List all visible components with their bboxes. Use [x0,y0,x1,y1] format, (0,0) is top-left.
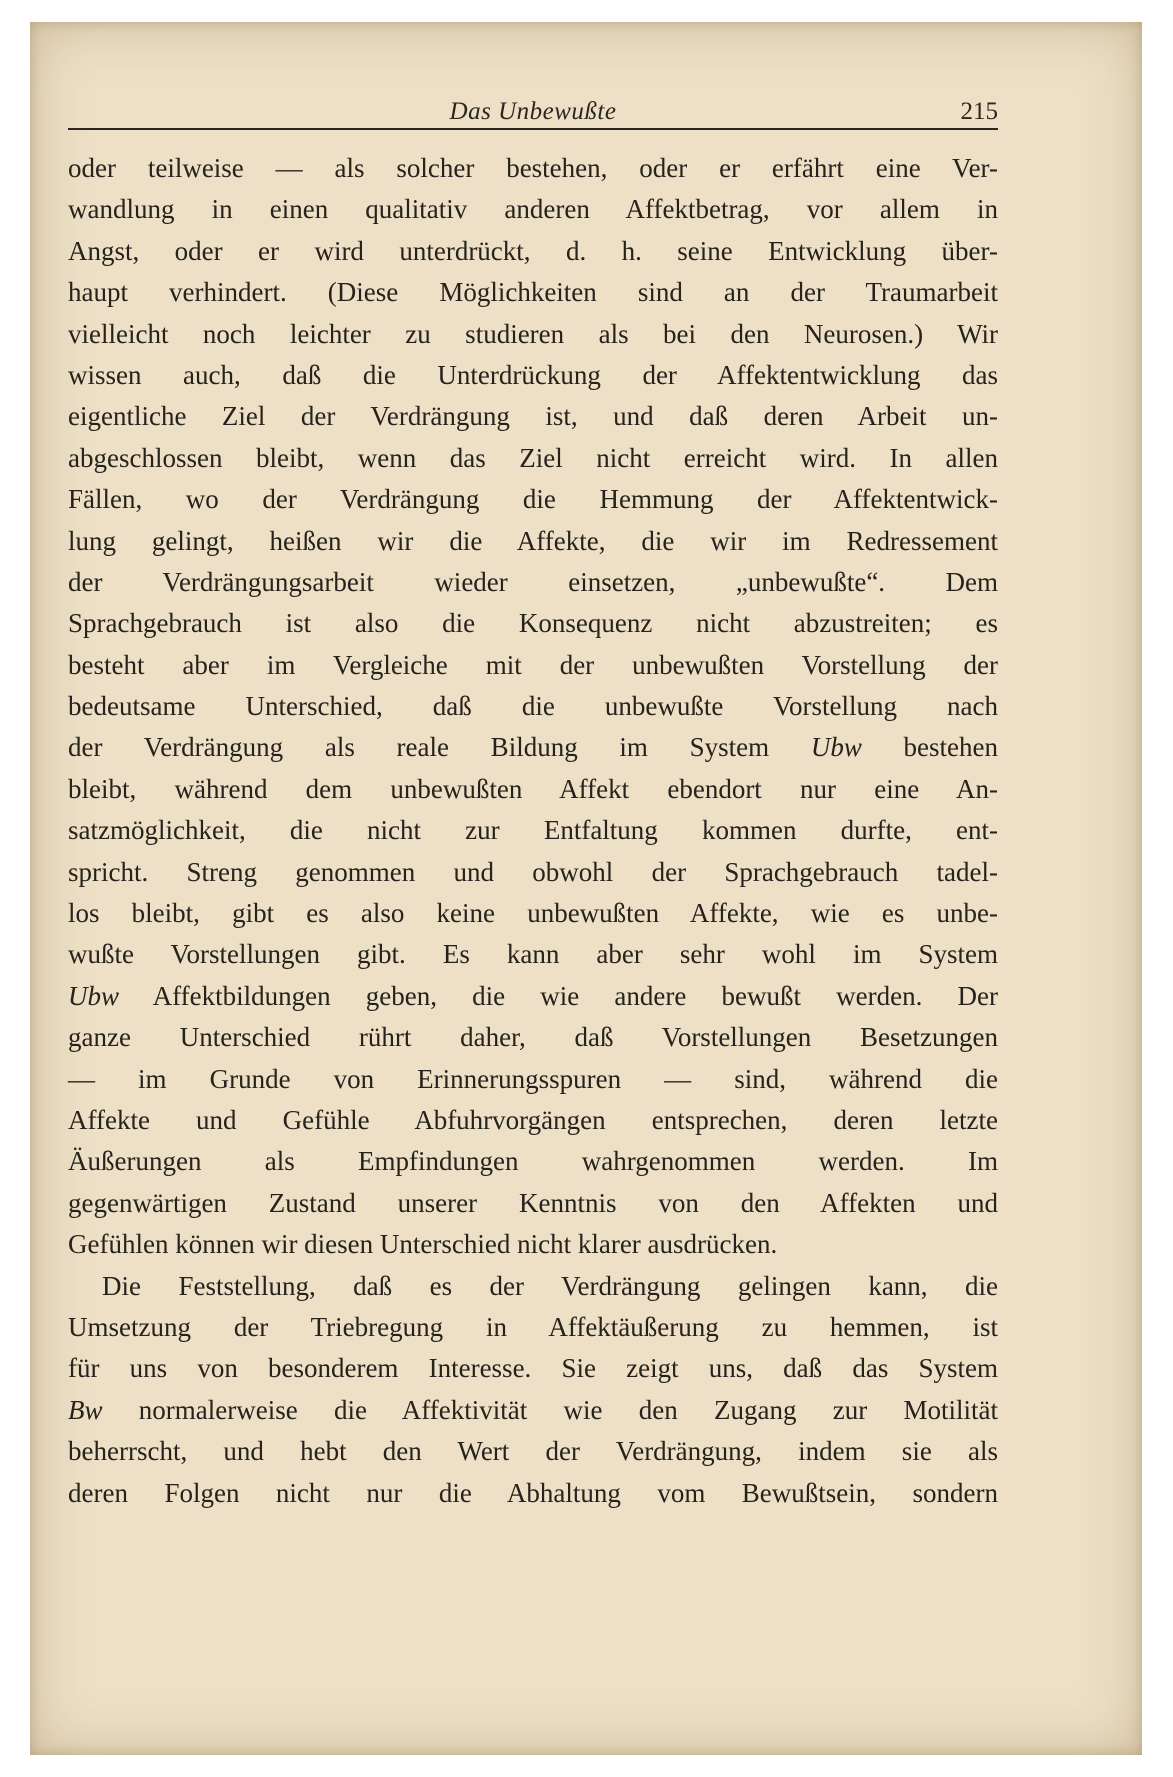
text-line: ganze Unterschied rührt daher, daß Vorstellungen Besetzungen [68,1022,998,1053]
text-line: oder teilweise — als solcher bestehen, oder er erfährt eine Ver- [68,153,998,183]
text-line: Fällen, wo der Verdrängung die Hemmung der Affektentwick- [68,484,998,515]
text-line: besteht aber im Vergleiche mit der unbewußten Vorstellung der [68,649,998,680]
text-line: abgeschlossen bleibt, wenn das Ziel nicht erreicht wird. In allen [68,442,998,473]
text-line: spricht. Streng genommen und obwohl der Sprachgebrauch tadel- [68,856,998,887]
text-line: Die Feststellung, daß es der Verdrängung gelingen kann, die [102,1270,998,1301]
text-line: bleibt, während dem unbewußten Affekt ebendort nur eine An- [68,773,998,804]
text-line: vielleicht noch leichter zu studieren als bei den Neurosen.) Wir [68,318,998,349]
text-line: für uns von besonderem Interesse. Sie zeigt uns, daß das System [68,1353,998,1384]
text-line: Gefühlen können wir diesen Unterschied nicht klarer ausdrücken. [68,1229,778,1260]
text-line: Affekte und Gefühle Abfuhrvorgängen entsprechen, deren letzte [68,1104,998,1135]
body-text [68,148,998,1514]
text-line: haupt verhindert. (Diese Möglichkeiten sind an der Traumarbeit [68,277,998,308]
text-line: Angst, oder er wird unterdrückt, d. h. seine Entwicklung über- [68,235,998,266]
text-line: deren Folgen nicht nur die Abhaltung vom Bewußtsein, sondern [68,1477,998,1508]
text-line: beherrscht, und hebt den Wert der Verdrängung, indem sie als [68,1436,998,1467]
text-line: wußte Vorstellungen gibt. Es kann aber sehr wohl im System [68,939,998,970]
italic-term: Bw [68,1394,103,1425]
text-line: bedeutsame Unterschied, daß die unbewußte Vorstellung nach [68,691,998,722]
text-line: — im Grunde von Erinnerungsspuren — sind, während die [68,1063,998,1094]
page-number: 215 [960,98,998,125]
text-line: Bw normalerweise die Affektivität wie den Zugang zur Motilität [68,1394,998,1425]
page-header [68,88,998,130]
text-line: lung gelingt, heißen wir die Affekte, die wir im Redressement [68,525,998,556]
book-page [68,88,998,1514]
text-line: Ubw Affektbildungen geben, die wie andere bewußt werden. Der [68,980,998,1011]
italic-term: Ubw [810,732,862,763]
text-line: gegenwärtigen Zustand unserer Kenntnis von den Affekten und [68,1187,998,1218]
text-line: Sprachgebrauch ist also die Konsequenz nicht abzustreiten; es [68,608,998,639]
text-line: wissen auch, daß die Unterdrückung der Affektentwicklung das [68,359,998,390]
text-line: eigentliche Ziel der Verdrängung ist, und daß deren Arbeit un- [68,401,998,432]
running-head: Das Unbewußte [449,98,617,125]
text-line: wandlung in einen qualitativ anderen Affektbetrag, vor allem in [68,194,998,225]
text-line: Umsetzung der Triebregung in Affektäußerung zu hemmen, ist [68,1311,998,1342]
text-line: Äußerungen als Empfindungen wahrgenommen werden. Im [68,1146,998,1177]
text-line: der Verdrängungsarbeit wieder einsetzen, „unbewußte“. Dem [68,566,998,597]
text-line: los bleibt, gibt es also keine unbewußten Affekte, wie es unbe- [68,898,998,929]
text-line: satzmöglichkeit, die nicht zur Entfaltung kommen durfte, ent- [68,815,998,846]
text-line: der Verdrängung als reale Bildung im System Ubw bestehen [68,732,999,763]
italic-term: Ubw [68,980,120,1011]
